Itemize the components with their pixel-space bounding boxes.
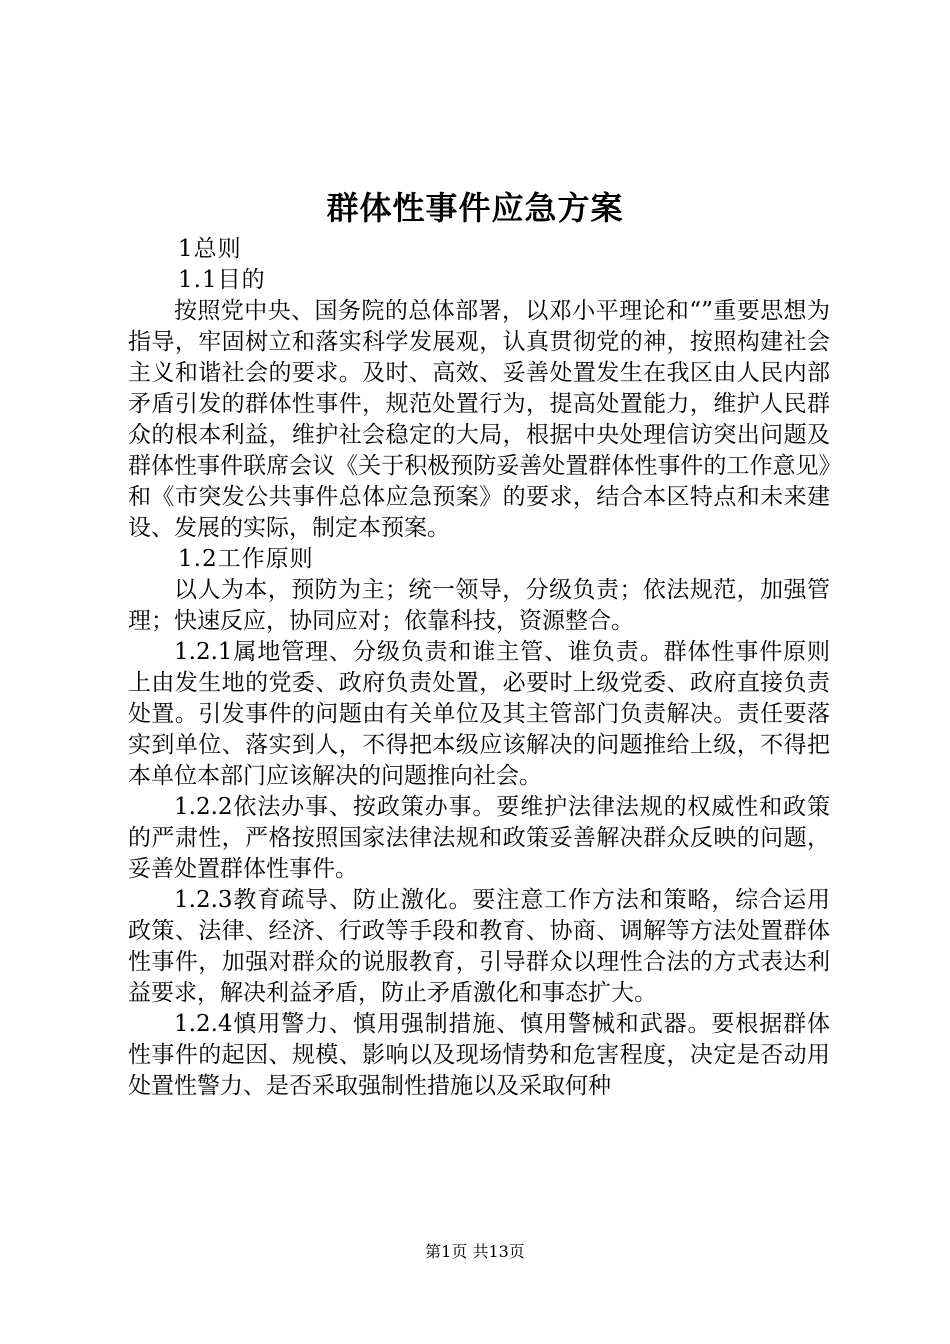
section-heading-purpose: 1.1目的 <box>178 267 266 293</box>
paragraph-purpose: 按照党中央、国务院的总体部署，以邓小平理论和“”重要思想为指导，牢固树立和落实科学发展观，认真贯彻党的神，按照构建社会主义和谐社会的要求。及时、高效、妥善处置发生在我区由人民内部矛盾引发的群体性事件，规范处置行为，提高处置能力，维护人民群众的根本利益，维护社会稳定的大局，根据中央处理信访突出问题及群体性事件联席会议《关于积极预防妥善处置群体性事件的工作意见》和《市突发公共事件总体应急预案》的要求，结合本区特点和未来建设、发展的实际，制定本预案。 <box>128 298 830 541</box>
page-footer <box>0 1240 950 1264</box>
section-heading-principles: 1.2工作原则 <box>178 546 314 572</box>
section-heading-general: 1总则 <box>178 236 242 262</box>
paragraph-principle-2: 1.2.2依法办事、按政策办事。要维护法律法规的权威性和政策的严肃性，严格按照国家法律法规和政策妥善解决群众反映的问题，妥善处置群体性事件。 <box>128 794 830 882</box>
document-body <box>128 234 830 1102</box>
paragraph-principle-4: 1.2.4慎用警力、慎用强制措施、慎用警械和武器。要根据群体性事件的起因、规模、影响以及现场情势和危害程度，决定是否动用处置性警力、是否采取强制性措施以及采取何种 <box>128 1011 830 1099</box>
document-title: 群体性事件应急方案 <box>326 189 624 227</box>
paragraph-principle-1: 1.2.1属地管理、分级负责和谁主管、谁负责。群体性事件原则上由发生地的党委、政府负责处置，必要时上级党委、政府直接负责处置。引发事件的问题由有关单位及其主管部门负责解决。责任要落实到单位、落实到人，不得把本级应该解决的问题推给上级，不得把本单位本部门应该解决的问题推向社会。 <box>128 639 830 789</box>
paragraph-principle-3: 1.2.3教育疏导、防止激化。要注意工作方法和策略，综合运用政策、法律、经济、行政等手段和教育、协商、调解等方法处置群体性事件，加强对群众的说服教育，引导群众以理性合法的方式表达利益要求，解决利益矛盾，防止矛盾激化和事态扩大。 <box>128 887 830 1006</box>
page-number-label: 第1页 共13页 <box>425 1242 525 1261</box>
paragraph-principles-summary: 以人为本，预防为主；统一领导，分级负责；依法规范，加强管理；快速反应，协同应对；依靠科技，资源整合。 <box>128 577 830 634</box>
